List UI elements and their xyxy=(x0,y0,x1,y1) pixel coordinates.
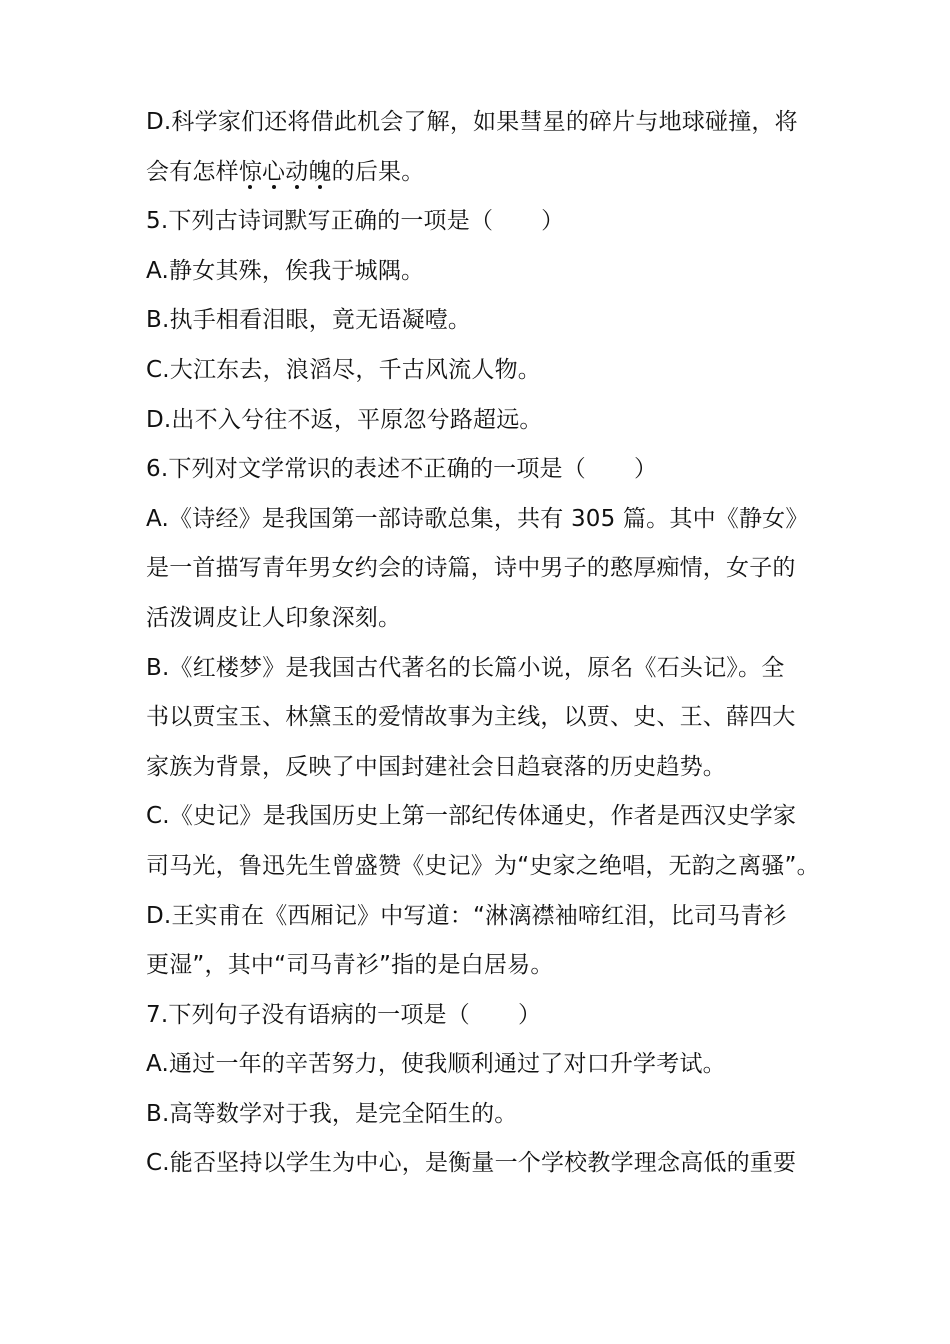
q4-option-d-text-post: 的后果。 xyxy=(331,158,425,185)
q6-option-b-line3: 家族为背景，反映了中国封建社会日趋衰落的历史趋势。 xyxy=(146,753,726,780)
q4-option-d-line2 xyxy=(146,148,816,198)
q6-stem-close: ） xyxy=(633,456,658,483)
q6-option-c-line2: 司马光，鲁迅先生曾盛赞《史记》为“史家之绝唱，无韵之离骚”。 xyxy=(146,852,820,879)
q5-option-c: C.大江东去，浪滔尽，千古风流人物。 xyxy=(146,356,541,383)
q5-option-b: B.执手相看泪眼，竟无语凝噎。 xyxy=(146,307,472,334)
q6-option-a-line3: 活泼调皮让人印象深刻。 xyxy=(146,604,402,631)
emphasis-char: 心 xyxy=(262,158,286,185)
q6-option-d-line1: D.王实甫在《西厢记》中写道：“淋漓襟袖啼红泪，比司马青衫 xyxy=(146,902,787,929)
q7-stem xyxy=(146,991,816,1041)
q6-option-b-line1: B.《红楼梦》是我国古代著名的长篇小说，原名《石头记》。全 xyxy=(146,654,785,681)
q7-stem-close: ） xyxy=(517,1001,542,1028)
q6-option-a-line1: A.《诗经》是我国第一部诗歌总集，共有 305 篇。其中《静女》 xyxy=(146,505,809,532)
q6-option-d-line2: 更湿”，其中“司马青衫”指的是白居易。 xyxy=(146,952,554,979)
q6-stem-text: 6.下列对文学常识的表述不正确的一项是（ xyxy=(146,456,586,483)
q5-stem-text: 5.下列古诗词默写正确的一项是（ xyxy=(146,208,494,235)
q4-option-d-line1: D.科学家们还将借此机会了解，如果彗星的碎片与地球碰撞，将 xyxy=(146,109,798,135)
emphasis-char: 惊 xyxy=(238,158,263,185)
q5-stem-close: ） xyxy=(541,208,565,235)
q7-option-b: B.高等数学对于我，是完全陌生的。 xyxy=(146,1100,518,1127)
q7-stem-text: 7.下列句子没有语病的一项是（ xyxy=(146,1001,470,1028)
q5-stem xyxy=(146,197,816,247)
q7-option-c: C.能否坚持以学生为中心，是衡量一个学校教学理念高低的重要 xyxy=(146,1150,797,1177)
emphasis-char: 魄 xyxy=(308,158,332,185)
q6-stem xyxy=(146,445,816,495)
q5-option-a: A.静女其殊，俟我于城隅。 xyxy=(146,257,425,284)
emphasis-char: 动 xyxy=(285,158,309,185)
exam-page xyxy=(146,98,820,1189)
q7-option-a: A.通过一年的辛苦努力，使我顺利通过了对口升学考试。 xyxy=(146,1051,726,1078)
q4-option-d-text-pre: 会有怎样 xyxy=(146,158,239,185)
q6-option-c-line1: C.《史记》是我国历史上第一部纪传体通史，作者是西汉史学家 xyxy=(146,803,797,830)
q5-option-d: D.出不入兮往不返，平原忽兮路超远。 xyxy=(146,406,543,433)
q6-option-b-line2: 书以贾宝玉、林黛玉的爱情故事为主线，以贾、史、王、薛四大 xyxy=(146,704,796,731)
q6-option-a-line2: 是一首描写青年男女约会的诗篇，诗中男子的憨厚痴情，女子的 xyxy=(146,555,796,582)
